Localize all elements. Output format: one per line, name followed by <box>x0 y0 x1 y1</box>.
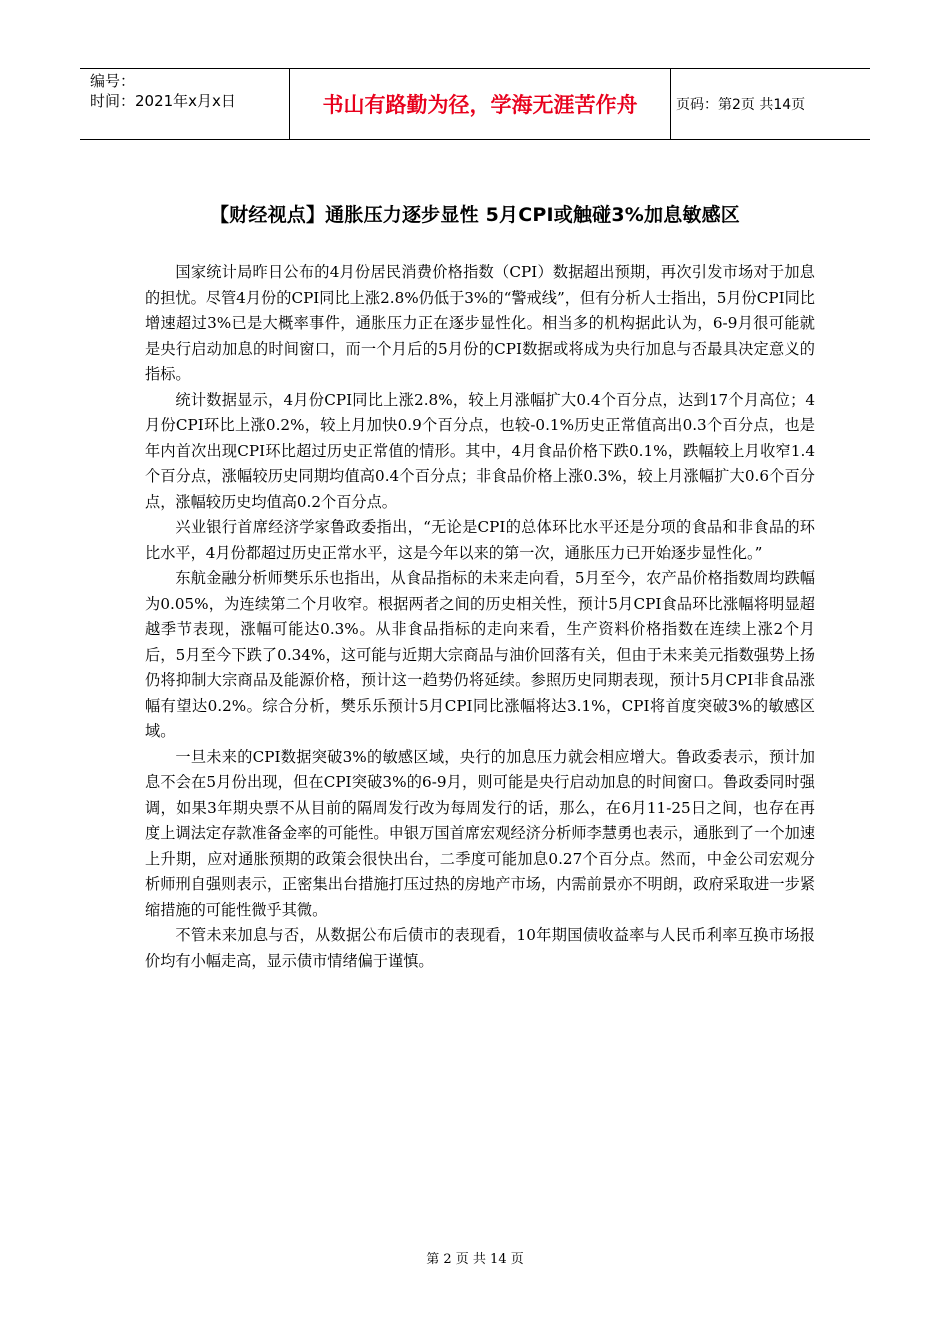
paragraph: 东航金融分析师樊乐乐也指出，从食品指标的未来走向看，5月至今，农产品价格指数周均跌幅为0.05%，为连续第二个月收窄。根据两者之间的历史相关性，预计5月CPI食品环比涨幅将明显超越季节表现，涨幅可能达0.3%。从非食品指标的走向来看，生产资料价格指数在连续上涨2个月后，5月至今下跌了0.34%，这可能与近期大宗商品与油价回落有关，但由于未来美元指数强势上扬仍将抑制大宗商品及能源价格，预计这一趋势仍将延续。参照历史同期表现，预计5月CPI非食品涨幅有望达0.2%。综合分析，樊乐乐预计5月CPI同比涨幅将达3.1%，CPI将首度突破3%的敏感区域。 <box>145 569 815 740</box>
document-header <box>80 68 870 140</box>
header-motto: 书山有路勤为径，学海无涯苦作舟 <box>290 69 671 139</box>
paragraph: 国家统计局昨日公布的4月份居民消费价格指数（CPI）数据超出预期，再次引发市场对于加息的担忧。尽管4月份的CPI同比上涨2.8%仍低于3%的“警戒线”，但有分析人士指出，5月份CPI同比增速超过3%已是大概率事件，通胀压力正在逐步显性化。相当多的机构据此认为，6-9月很可能就是央行启动加息的时间窗口，而一个月后的5月份的CPI数据或将成为央行加息与否最具决定意义的指标。 <box>145 263 815 383</box>
page-footer: 第 2 页 共 14 页 <box>426 1252 524 1267</box>
paragraph: 兴业银行首席经济学家鲁政委指出，“无论是CPI的总体环比水平还是分项的食品和非食品的环比水平，4月份都超过历史正常水平，这是今年以来的第一次，通胀压力已开始逐步显性化。” <box>145 518 815 562</box>
time-label: 时间：2021年x月x日 <box>90 92 236 110</box>
paragraph: 统计数据显示，4月份CPI同比上涨2.8%，较上月涨幅扩大0.4个百分点，达到17个月高位；4月份CPI环比上涨0.2%，较上月加快0.9个百分点，也较-0.1%历史正常值高出0.3个百分点，也是年内首次出现CPI环比超过历史正常值的情形。其中，4月食品价格下跌0.1%，跌幅较上月收窄1.4个百分点，涨幅较历史同期均值高0.4个百分点；非食品价格上涨0.3%，较上月涨幅扩大0.6个百分点，涨幅较历史均值高0.2个百分点。 <box>145 390 815 511</box>
paragraph: 不管未来加息与否，从数据公布后债市的表现看，10年期国债收益率与人民币利率互换市场报价均有小幅走高，显示债市情绪偏于谨慎。 <box>145 926 815 970</box>
paragraph: 一旦未来的CPI数据突破3%的敏感区域，央行的加息压力就会相应增大。鲁政委表示，预计加息不会在5月份出现，但在CPI突破3%的6-9月，则可能是央行启动加息的时间窗口。鲁政委同时强调，如果3年期央票不从目前的隔周发行改为每周发行的话，那么，在6月11-25日之间，也存在再度上调法定存款准备金率的可能性。申银万国首席宏观经济分析师李慧勇也表示，通胀到了一个加速上升期，应对通胀预期的政策会很快出台，二季度可能加息0.27个百分点。然而，中金公司宏观分析师刑自强则表示，正密集出台措施打压过热的房地产市场，内需前景亦不明朗，政府采取进一步紧缩措施的可能性微乎其微。 <box>145 747 815 919</box>
number-label: 编号： <box>90 72 136 90</box>
header-page-info: 页码：第2页 共14页 <box>676 97 806 113</box>
header-meta <box>80 69 290 139</box>
article-body <box>145 260 815 974</box>
article-title: 【财经视点】通胀压力逐步显性 5月CPI或触碰3%加息敏感区 <box>209 204 741 226</box>
